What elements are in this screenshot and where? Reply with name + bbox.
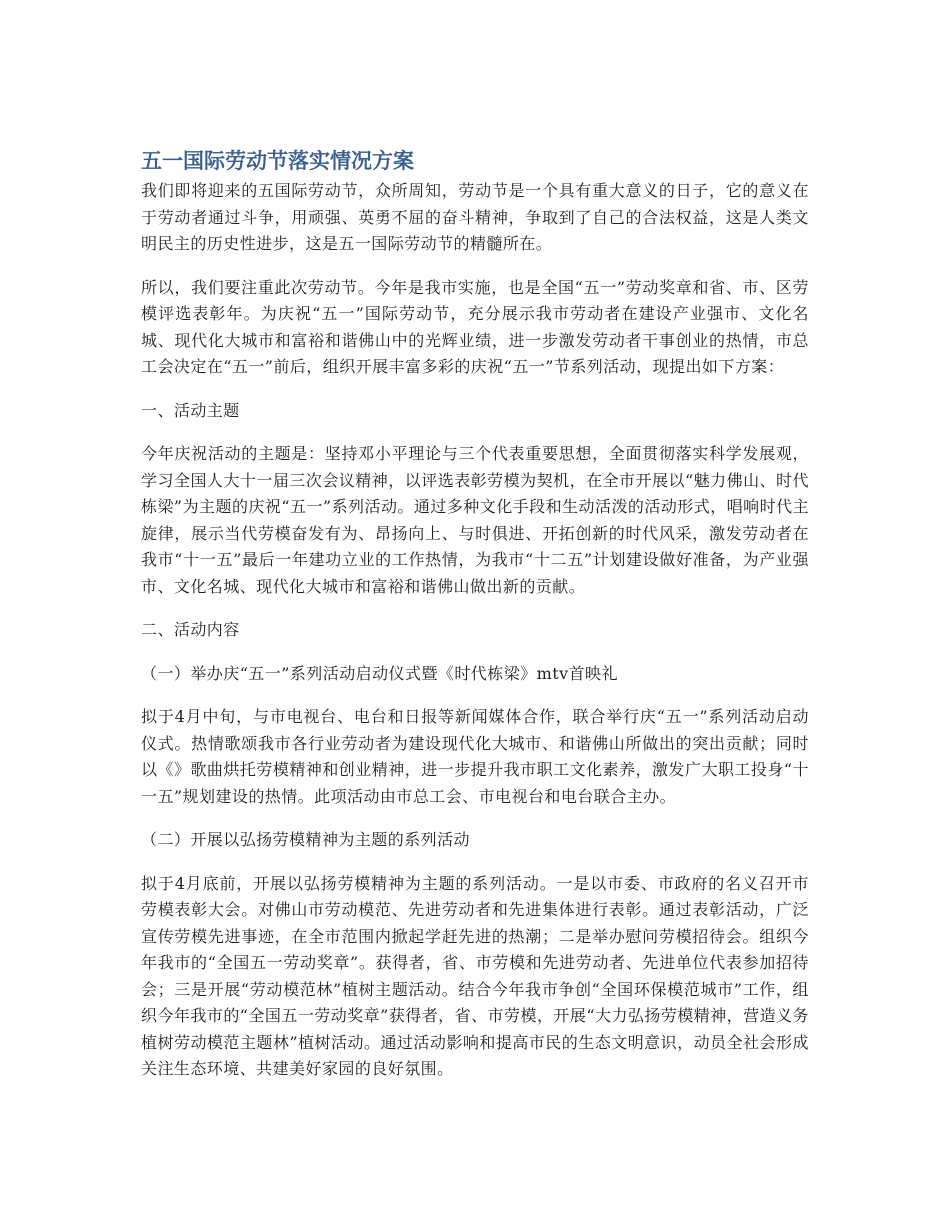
theme-paragraph: 今年庆祝活动的主题是：坚持邓小平理论与三个代表重要思想，全面贯彻落实科学发展观，学习全国人大十一届三次会议精神，以评选表彰劳模为契机，在全市开展以“魅力佛山、时代栋梁”为主题的庆祝“五一”系列活动。通过多种文化手段和生动活泼的活动形式，唱响时代主旋律，展示当代劳模奋发有为、昂扬向上、与时俱进、开拓创新的时代风采，激发劳动者在我市“十一五”最后一年建功立业的工作热情，为我市“十二五”计划建设做好准备，为产业强市、文化名城、现代化大城市和富裕和谐佛山做出新的贡献。: [141, 444, 809, 596]
section-heading-content: 二、活动内容: [141, 620, 240, 639]
model-workers-paragraph: 拟于4月底前，开展以弘扬劳模精神为主题的系列活动。一是以市委、市政府的名义召开市劳模表彰大会。对佛山市劳动模范、先进劳动者和先进集体进行表彰。通过表彰活动，广泛宣传劳模先进事迹，在全市范围内掀起学赶先进的热潮；二是举办慰问劳模招待会。组织今年我市的“全国五一劳动奖章”。获得者，省、市劳模和先进劳动者、先进单位代表参加招待会；三是开展“劳动模范林”植树主题活动。结合今年我市争创“全国环保模范城市”工作，组织今年我市的“全国五一劳动奖章”获得者，省、市劳模，开展“大力弘扬劳模精神，营造义务植树劳动模范主题林”植树活动。通过活动影响和提高市民的生态文明意识，动员全社会形成关注生态环境、共建美好家园的良好氛围。: [141, 873, 809, 1078]
subsection-heading-model-workers: （二）开展以弘扬劳模精神为主题的系列活动: [141, 830, 471, 849]
document-title: 五一国际劳动节落实情况方案: [141, 149, 414, 173]
section-heading-theme: 一、活动主题: [141, 400, 240, 420]
purpose-paragraph: 所以，我们要注重此次劳动节。今年是我市实施，也是全国“五一”劳动奖章和省、市、区劳模评选表彰年。为庆祝“五一”国际劳动节，充分展示我市劳动者在建设产业强市、文化名城、现代化大城市和富裕和谐佛山中的光辉业绩，进一步激发劳动者干事创业的热情，市总工会决定在“五一”前后，组织开展丰富多彩的庆祝“五一”节系列活动，现提出如下方案：: [141, 277, 809, 376]
launch-paragraph: 拟于4月中旬，与市电视台、电台和日报等新闻媒体合作，联合举行庆“五一”系列活动启动仪式。热情歌颂我市各行业劳动者为建设现代化大城市、和谐佛山所做出的突出贡献；同时以《》歌曲烘托劳模精神和创业精神，进一步提升我市职工文化素养，激发广大职工投身“十一五”规划建设的热情。此项活动由市总工会、市电视台和电台联合主办。: [141, 707, 809, 806]
subsection-heading-launch: （一）举办庆“五一”系列活动启动仪式暨《时代栋梁》mtv首映礼: [141, 663, 618, 683]
document-page: [141, 146, 809, 1100]
intro-paragraph: 我们即将迎来的五国际劳动节，众所周知，劳动节是一个具有重大意义的日子，它的意义在于劳动者通过斗争，用顽强、英勇不屈的奋斗精神，争取到了自己的合法权益，这是人类文明民主的历史性进步，这是五一国际劳动节的精髓所在。: [141, 181, 809, 253]
